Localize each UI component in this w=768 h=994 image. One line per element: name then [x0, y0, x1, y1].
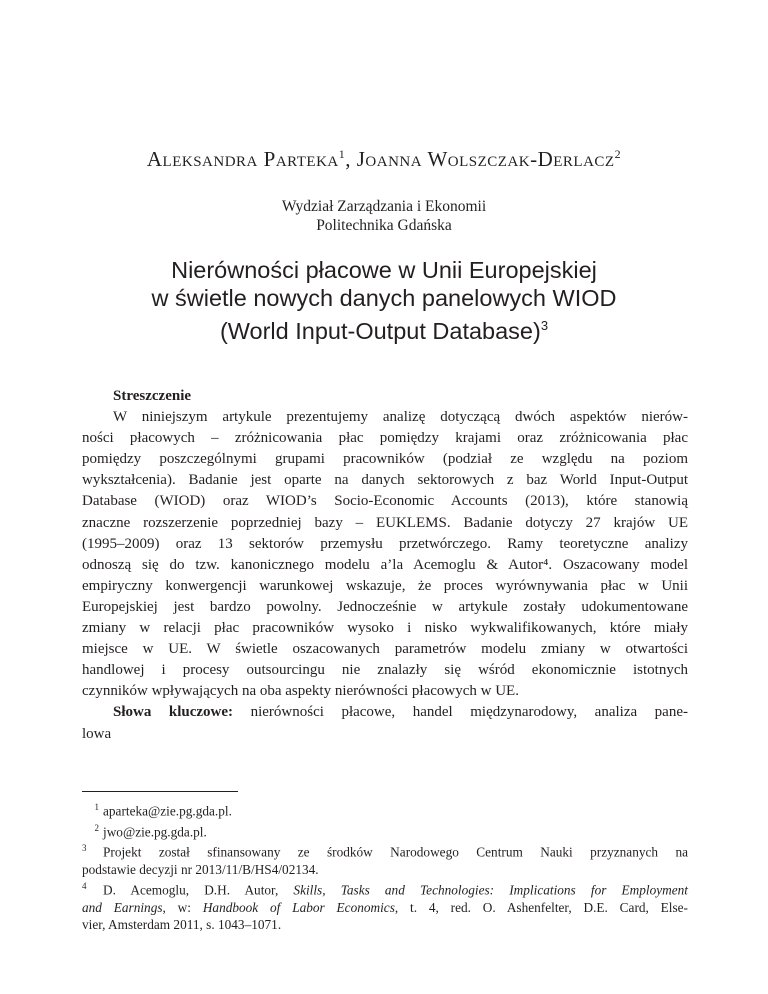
keywords-label: Słowa kluczowe: — [113, 704, 234, 721]
abstract-body — [82, 407, 688, 702]
affiliation — [0, 197, 768, 235]
abstract-line: miejsce w UE. W świetle oszacowanych parametrów modelu zmiany w otwartości — [82, 641, 688, 658]
keywords-text: nierówności płacowe, handel międzynarodowy, analiza pane- — [233, 704, 688, 721]
footnote-mark-2: 2 — [614, 147, 622, 161]
footnote-2 — [82, 820, 688, 841]
footnote-mark-1: 1 — [338, 147, 346, 161]
title-line-3 — [0, 312, 768, 345]
author-separator: , — [345, 147, 351, 171]
footnote-4-line-3: vier, Amsterdam 2011, s. 1043–1071. — [82, 916, 282, 932]
affiliation-faculty: Wydział Zarządzania i Ekonomii — [281, 198, 487, 215]
footnote-3-text: Projekt został sfinansowany ze środków Narodowego Centrum Nauki przyznanych na — [103, 844, 688, 860]
abstract-line: Europejskiej jest bardzo powolny. Jednocześnie w artykule zostały udokumentowane — [82, 598, 688, 615]
abstract-line: Database (WIOD) oraz WIOD’s Socio-Economic Accounts (2013), które stanowią — [82, 493, 688, 510]
footnote-2-text: jwo@zie.pg.gda.pl. — [103, 824, 207, 840]
abstract-line: empiryczny konwergencji warunkowej wskazuje, że proces wyrównywania płac w Unii — [82, 577, 688, 594]
abstract-line: znaczne rozszerzenie poprzedniej bazy – EUKLEMS. Badanie dotyczy 27 krajów UE — [82, 514, 688, 531]
abstract-heading: Streszczenie — [113, 388, 192, 404]
affiliation-university: Politechnika Gdańska — [316, 217, 452, 234]
author-wolszczak-derlacz: Joanna Wolszczak-Derlacz — [356, 147, 615, 171]
keywords-line-2: lowa — [82, 725, 112, 742]
footnote-4-title: Skills, Tasks and Technologies: Implications for Employment — [293, 882, 689, 898]
authors-line — [0, 147, 768, 172]
abstract-line: handlowej i procesy outsourcingu nie znalazły się wśród ekonomicznie istotnych — [82, 662, 688, 679]
abstract-line: wykształcenia). Badanie jest oparte na danych sektorowych z baz World Input-Output — [82, 472, 688, 489]
footnote-1 — [82, 799, 688, 820]
title-line-3-text: (World Input-Output Database) — [219, 317, 541, 344]
footnote-1-mark: 1 — [94, 802, 99, 812]
footnote-3-continued: podstawie decyzji nr 2013/11/B/HS4/02134. — [82, 861, 319, 877]
author-parteka: Aleksandra Parteka — [146, 147, 339, 171]
abstract-line: czynników wpływających na oba aspekty nierówności płacowych w UE. — [82, 683, 519, 700]
abstract-line: (1995–2009) oraz 13 sektorów przemysłu przetwórczego. Ramy teoretyczne analizy — [82, 535, 688, 552]
footnote-1-text: aparteka@zie.pg.gda.pl. — [103, 803, 232, 819]
abstract-line: ności płacowych – zróżnicowania płac pomiędzy krajami oraz zróżnicowania płac — [82, 430, 688, 447]
keywords-line — [82, 702, 688, 723]
title-line-1: Nierówności płacowe w Unii Europejskiej — [171, 257, 597, 283]
abstract-line: odnoszą się do tzw. kanonicznego modelu a’la Acemoglu & Autor⁴. Oszacowany model — [82, 556, 688, 573]
article-title — [0, 256, 768, 345]
footnote-4-mark: 4 — [82, 881, 87, 892]
footnote-4-in: , w: — [162, 899, 203, 915]
keywords — [82, 702, 688, 744]
abstract-line: zmiany w relacji płac pracowników wysoko i nisko wykwalifikowanych, które miały — [82, 620, 688, 637]
footnote-mark-3: 3 — [540, 318, 549, 333]
footnote-3-mark: 3 — [82, 843, 87, 854]
footnote-divider — [82, 791, 238, 792]
footnote-4-line-2 — [82, 899, 688, 916]
footnotes — [82, 799, 688, 933]
footnote-4-title-cont: and Earnings — [82, 899, 163, 915]
footnote-4-details: , t. 4, red. O. Ashenfelter, D.E. Card, Else- — [394, 899, 688, 915]
title-line-2: w świetle nowych danych panelowych WIOD — [151, 285, 617, 311]
footnote-3 — [82, 840, 688, 861]
abstract-line: pomiędzy poszczególnymi grupami pracowników (podział ze względu na poziom — [82, 451, 688, 468]
footnote-2-mark: 2 — [94, 822, 99, 833]
footnote-4 — [82, 878, 688, 899]
footnote-4-authors: D. Acemoglu, D.H. Autor, — [103, 882, 294, 898]
abstract — [82, 386, 688, 745]
abstract-line: W niniejszym artykule prezentujemy analizę dotyczącą dwóch aspektów nierów- — [113, 409, 688, 426]
footnote-4-book: Handbook of Labor Economics — [202, 899, 395, 915]
